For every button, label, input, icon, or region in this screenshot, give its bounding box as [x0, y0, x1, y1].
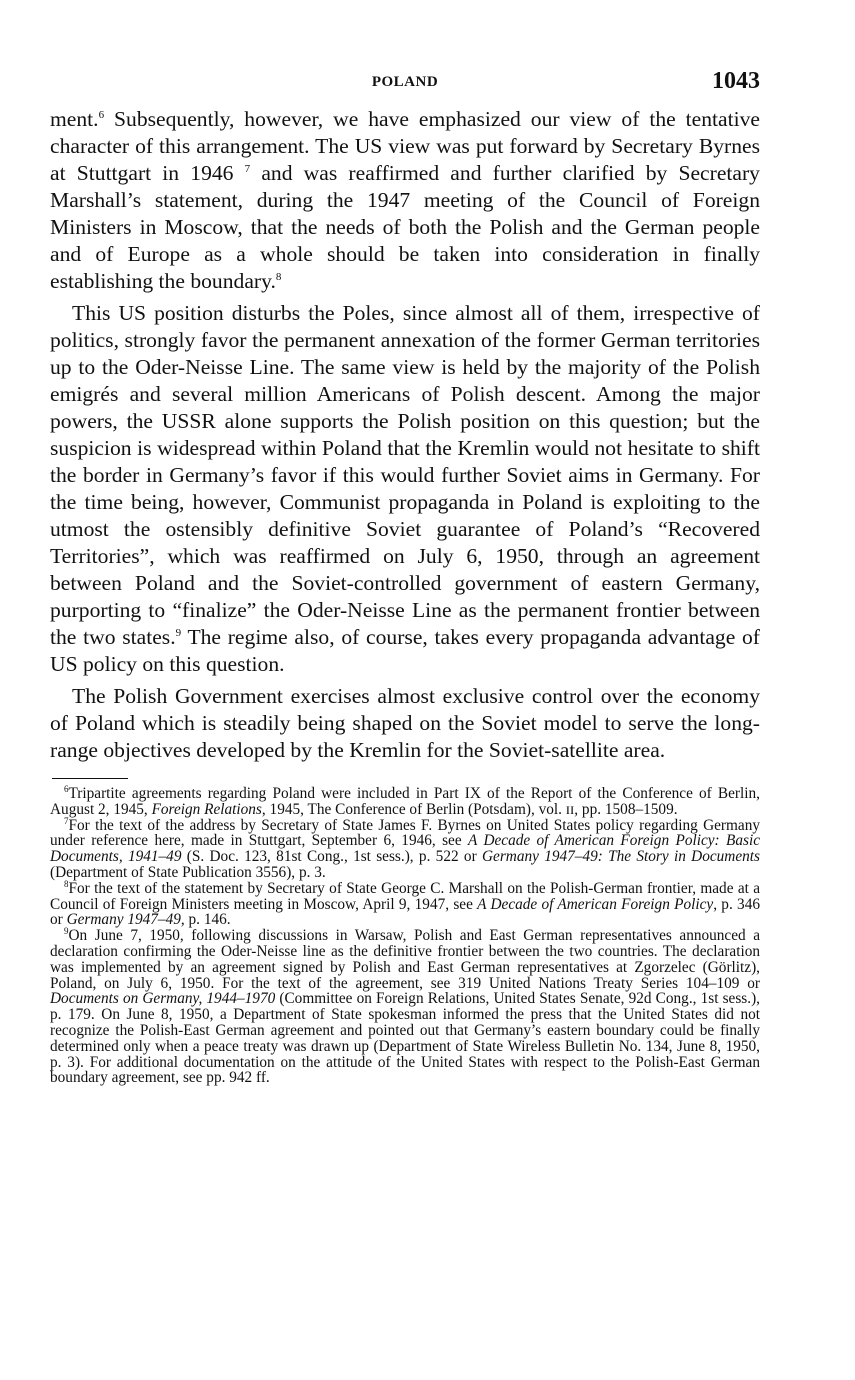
page-header: [50, 66, 760, 106]
text-run: (S. Doc. 123, 81st Cong., 1st sess.), p. 522 or: [181, 848, 482, 866]
text-run: , p. 346 or: [50, 895, 760, 929]
footnote-9: [50, 928, 760, 1086]
text-run: , p. 146.: [180, 911, 231, 929]
text-run: The regime also, of course, takes every propaganda advantage of US policy on this question.: [50, 625, 760, 676]
text-run: The Polish Government exercises almost exclusive control over the economy of Poland which is steadily being shaped on the Soviet model to serve the long-range objectives developed by the Kremlin for the Soviet-satellite area.: [50, 684, 760, 762]
text-run: Subsequently, however, we have emphasized our view of the tentative character of this arrangement. The US view was put forward by Secretary Byrnes at Stuttgart in 1946: [50, 107, 760, 185]
footnote-ref: 8: [64, 878, 69, 889]
text-run: Tripartite agreements regarding Poland were included in Part IX of the Report of the Conference of Berlin, August 2, 1945,: [50, 785, 760, 818]
footnote-7: [50, 815, 760, 881]
footnote-ref: 7: [64, 815, 69, 826]
italic-title: Germany 1947–49: [66, 911, 181, 929]
footnote-ref: 6: [64, 784, 69, 794]
italic-title: Germany 1947–49: The Story in Documents: [481, 848, 760, 866]
text-run: , 1945, The Conference of Berlin (Potsdam), vol. ɪɪ, pp. 1508–1509.: [261, 800, 678, 818]
italic-title: Foreign Relations: [151, 800, 262, 818]
footnote-ref: 8: [275, 271, 282, 283]
paragraph-3: [50, 683, 760, 764]
footnote-ref: 9: [175, 627, 182, 639]
text-run: ment.: [50, 107, 99, 131]
text-run: (Department of State Publication 3556), p. 3.: [50, 863, 326, 881]
italic-title: A Decade of American Foreign Policy: [477, 895, 714, 913]
paragraph-1: [50, 106, 760, 295]
footnote-ref: 6: [98, 109, 105, 121]
footnote-ref: 9: [64, 926, 69, 937]
footnote-divider: [52, 778, 128, 779]
paragraph-2: [50, 300, 760, 678]
footnotes: [50, 786, 760, 1086]
text-run: For the text of the statement by Secretary of State George C. Marshall on the Polish-German frontier, made at a Council of Foreign Ministers meeting in Moscow, April 9, 1947, see: [50, 879, 760, 913]
page-number: 1043: [712, 68, 760, 94]
running-head: POLAND: [371, 74, 439, 90]
italic-title: Documents on Germany, 1944–1970: [50, 990, 276, 1008]
footnote-6: [50, 786, 760, 818]
text-run: This US position disturbs the Poles, since almost all of them, irrespective of politics, strongly favor the permanent annexation of the former German territories up to the Oder-Neisse Line. The same view is held by the majority of the Polish emigrés and several million Americans of Polish descent. Among the major powers, the USSR alone supports the Polish position on this question; but the suspicion is widespread within Poland that the Kremlin would not hesitate to shift the border in Germany’s favor if this would further Soviet aims in Germany. For the time being, however, Communist propaganda in Poland is exploiting to the utmost the ostensibly definitive Soviet guarantee of Poland’s “Recovered Territories”, which was reaffirmed on July 6, 1950, through an agreement between Poland and the Soviet-controlled government of eastern Germany, purporting to “finalize” the Oder-Neisse Line as the permanent frontier between the two states.: [50, 301, 760, 649]
footnote-8: [50, 878, 760, 929]
text-run: For the text of the address by Secretary of State James F. Byrnes on United States policy regarding Germany under reference here, made in Stuttgart, September 6, 1946, see: [50, 816, 760, 850]
footnote-ref: 7: [244, 163, 251, 175]
italic-title: A Decade of American Foreign Policy: Basic Documents, 1941–49: [50, 832, 760, 866]
document-page: [50, 66, 760, 1086]
text-run: (Committee on Foreign Relations, United States Senate, 92d Cong., 1st sess.), p. 179. On June 8, 1950, a Department of State spokesman informed the press that the United States did not recognize the Polish-East German agreement and pointed out that Germany’s eastern boundary could be finally determined only when a peace treaty was drawn up (Department of State Wireless Bulletin No. 134, June 8, 1950, p. 3). For additional documentation on the attitude of the United States with respect to the Polish-East German boundary agreement, see pp. 942 ff.: [50, 990, 760, 1087]
text-run: and was reaffirmed and further clarified by Secretary Marshall’s statement, during the 1947 meeting of the Council of Foreign Ministers in Moscow, that the needs of both the Polish and the German people and of Europe as a whole should be taken into consideration in finally establishing the boundary.: [50, 161, 760, 293]
body-text: [50, 106, 760, 764]
text-run: On June 7, 1950, following discussions in Warsaw, Polish and East German representatives announced a declaration confirming the Oder-Neisse line as the definitive frontier between the two countries. The declaration was implemented by an agreement signed by Polish and East German representatives at Zgorzelec (Görlitz), Poland, on July 6, 1950. For the text of the agreement, see 319 United Nations Treaty Series 104–109 or: [50, 927, 760, 992]
